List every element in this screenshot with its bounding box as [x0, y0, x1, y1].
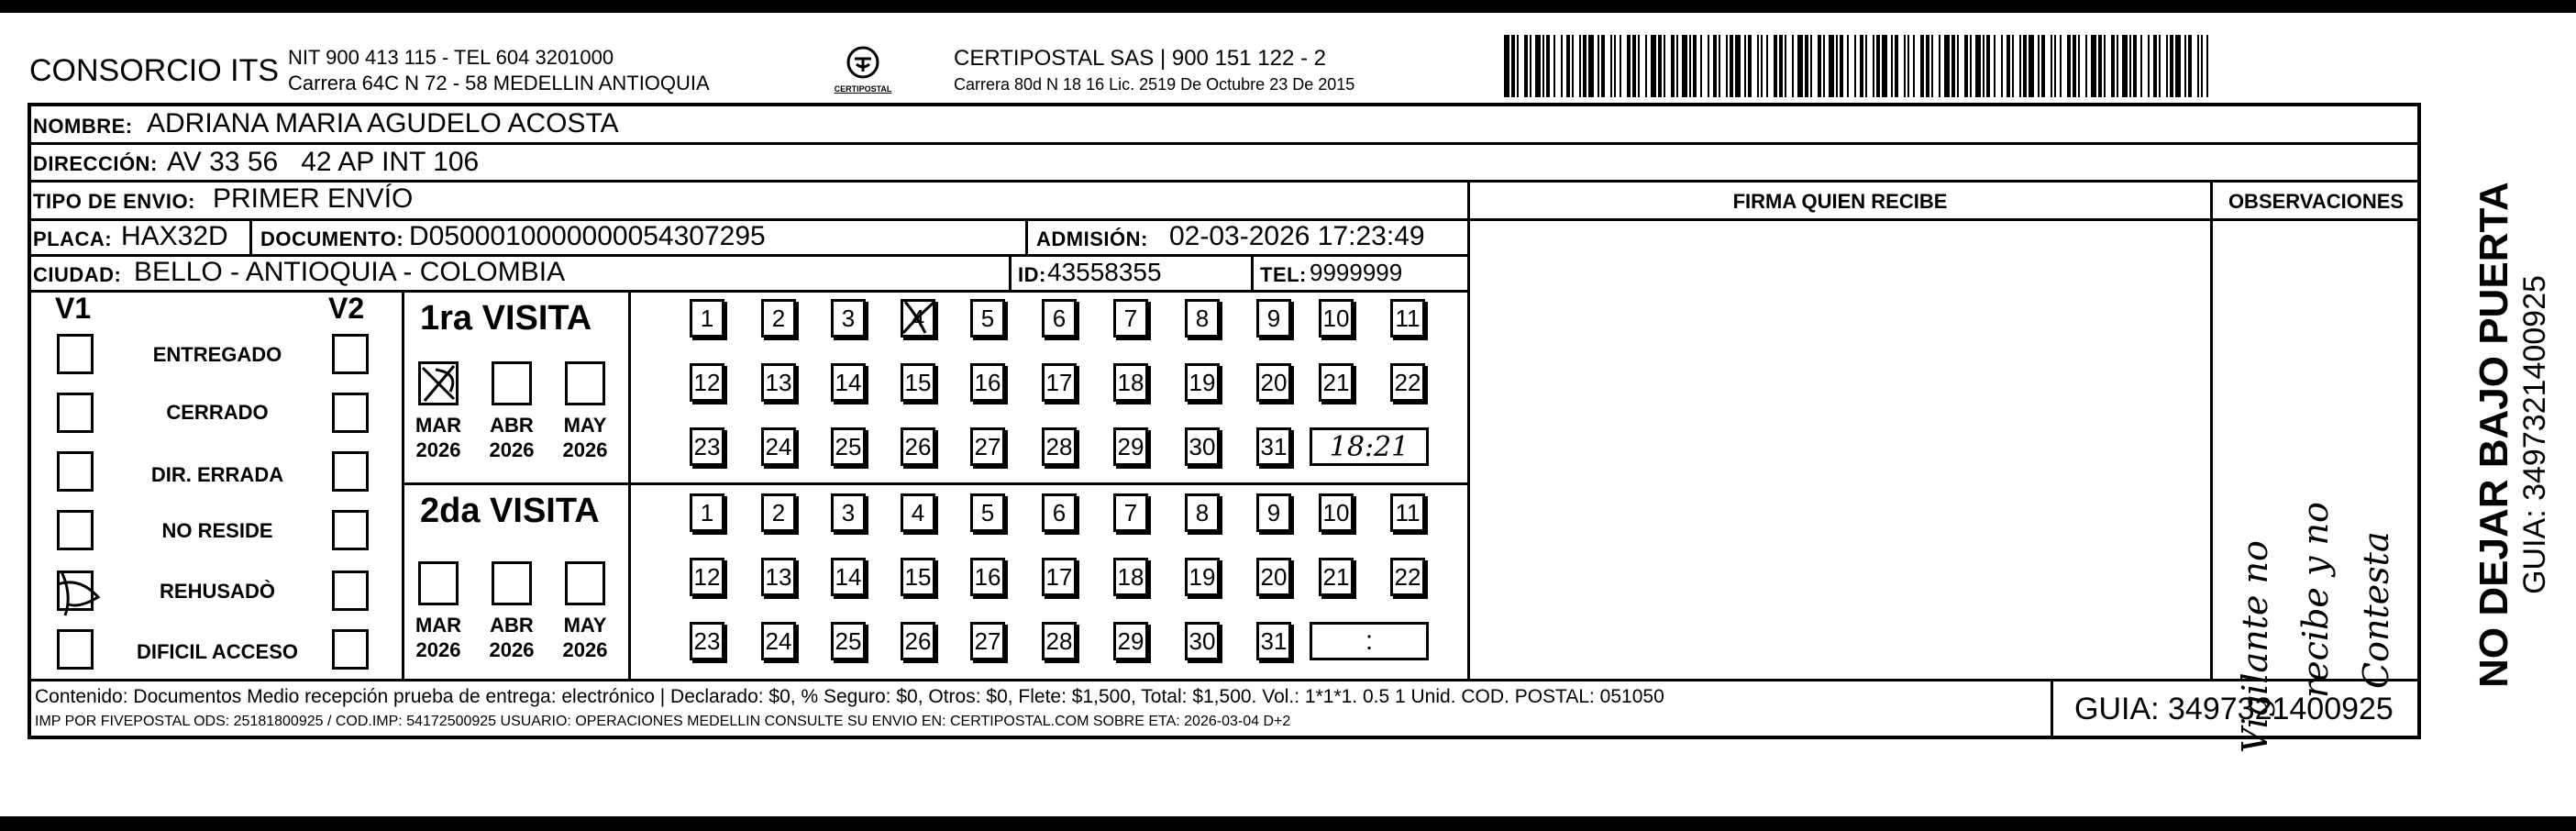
first-visit-day-21[interactable]: [1319, 363, 1354, 402]
footer-guia: GUIA: 3497321400925: [2074, 692, 2394, 726]
v1-checkbox-cerrado[interactable]: [57, 393, 94, 433]
first-visit-day-29[interactable]: [1113, 427, 1148, 466]
second-visit-day-19[interactable]: [1185, 558, 1220, 596]
first-visit-day-20[interactable]: [1256, 363, 1291, 402]
first-visit-day-10[interactable]: [1319, 299, 1354, 338]
side-rotated-block: [2472, 160, 2553, 710]
direccion-label: DIRECCIÓN:: [33, 152, 158, 175]
v2-checkbox-no-reside[interactable]: [332, 510, 369, 550]
day-number: 24: [765, 432, 792, 460]
day-number: 23: [693, 432, 721, 460]
observaciones-note: [2225, 294, 2406, 753]
day-number: 22: [1394, 562, 1421, 591]
row-divider: [28, 142, 2421, 145]
day-number: 14: [835, 562, 862, 591]
second-visit-day-26[interactable]: [901, 622, 935, 660]
day-number: 31: [1260, 626, 1288, 655]
placa-value: HAX32D: [121, 221, 228, 251]
second-visit-month-mar[interactable]: [418, 561, 459, 605]
first-visit-day-25[interactable]: [831, 427, 866, 466]
top-scan-edge: [0, 0, 2576, 13]
row-divider: [28, 180, 2421, 183]
corner-mark: [2494, 9, 2576, 12]
day-number: 27: [974, 626, 1001, 655]
first-visit-day-3[interactable]: [831, 299, 866, 338]
day-number: 9: [1266, 304, 1281, 332]
day-number: 4: [911, 304, 925, 332]
first-visit-month-may[interactable]: [565, 361, 605, 405]
first-visit-day-15[interactable]: [901, 363, 935, 402]
col-divider-firma: [1467, 180, 1470, 681]
first-visit-day-11[interactable]: [1390, 299, 1425, 338]
second-visit-day-28[interactable]: [1042, 622, 1077, 660]
second-visit-month-abr[interactable]: [492, 561, 532, 605]
day-number: 15: [904, 368, 932, 396]
v1-checkbox-rehusado[interactable]: [57, 571, 94, 611]
first-visit-day-14[interactable]: [831, 363, 866, 402]
day-number: 21: [1322, 562, 1350, 591]
status-no-reside: NO RESIDE: [161, 519, 273, 542]
bottom-scan-edge: [0, 816, 2576, 831]
day-number: 14: [835, 368, 862, 396]
day-number: 23: [693, 626, 721, 655]
tel-label: TEL:: [1260, 263, 1307, 286]
second-visit-day-27[interactable]: [970, 622, 1005, 660]
day-number: 6: [1052, 304, 1067, 332]
handwritten-check-mark-icon: [52, 568, 107, 623]
day-number: 31: [1260, 432, 1288, 460]
first-visit-time-box[interactable]: [1310, 427, 1429, 466]
day-number: 3: [841, 498, 856, 526]
admision-divider: [1025, 218, 1028, 255]
first-visit-day-28[interactable]: [1042, 427, 1077, 466]
status-entregado: ENTREGADO: [152, 343, 282, 366]
status-dificil-acceso: DIFICIL ACCESO: [136, 640, 298, 663]
barcode: [1504, 35, 2219, 97]
first-visit-day-12[interactable]: [690, 363, 724, 402]
day-number: 10: [1322, 498, 1350, 526]
day-number: 21: [1322, 368, 1350, 396]
month-label-abr: ABR 2026: [489, 614, 535, 661]
second-visit-time: :: [1365, 626, 1374, 656]
firma-header: FIRMA QUIEN RECIBE: [1732, 190, 1948, 213]
second-visit-day-14[interactable]: [831, 558, 866, 596]
day-number: 28: [1045, 626, 1073, 655]
first-visit-day-4[interactable]: [901, 299, 935, 338]
v1-checkbox-no-reside[interactable]: [57, 510, 94, 550]
placa-label: PLACA:: [33, 227, 113, 250]
carrier-license: Carrera 80d N 18 16 Lic. 2519 De Octubre 23 De 2015: [954, 75, 1355, 94]
month-label-may: MAY 2026: [562, 414, 608, 461]
day-number: 20: [1260, 562, 1288, 591]
first-visit-day-24[interactable]: [761, 427, 796, 466]
day-number: 6: [1052, 498, 1067, 526]
day-number: 18: [1117, 562, 1144, 591]
no-dejar-warning: NO DEJAR BAJO PUERTA: [2471, 182, 2516, 688]
admision-label: ADMISIÓN:: [1036, 227, 1148, 250]
v2-header: V2: [328, 292, 365, 325]
day-number: 7: [1123, 304, 1138, 332]
observaciones-header: OBSERVACIONES: [2228, 190, 2405, 213]
documento-label: DOCUMENTO:: [260, 227, 404, 250]
day-number: 13: [765, 562, 792, 591]
day-number: 20: [1260, 368, 1288, 396]
status-dir-errada: DIR. ERRADA: [150, 463, 284, 486]
day-number: 24: [765, 626, 792, 655]
second-visit-day-8[interactable]: [1185, 493, 1220, 532]
v2-checkbox-dificil-acceso[interactable]: [332, 629, 369, 670]
day-number: 26: [904, 626, 932, 655]
first-visit-day-1[interactable]: [690, 299, 724, 338]
first-visit-title: 1ra VISITA: [420, 299, 592, 338]
v2-checkbox-entregado[interactable]: [332, 334, 369, 374]
observaciones-line: recibe y no: [2295, 502, 2336, 698]
documento-value: D0500010000000054307295: [409, 221, 766, 251]
certipostal-logo: CERTIPOSTAL: [831, 42, 895, 103]
handwritten-x-mark-icon: [898, 296, 942, 340]
day-number: 19: [1188, 562, 1216, 591]
v1-header: V1: [55, 292, 92, 325]
carrier-name: CERTIPOSTAL SAS | 900 151 122 - 2: [954, 46, 1326, 71]
day-number: 13: [765, 368, 792, 396]
day-number: 10: [1322, 304, 1350, 332]
day-number: 1: [700, 498, 714, 526]
day-number: 16: [974, 562, 1001, 591]
status-visit-divider: [402, 290, 404, 681]
month-label-mar: MAR 2026: [415, 614, 462, 661]
day-number: 12: [693, 562, 721, 591]
first-visit-month-mar[interactable]: [418, 361, 459, 405]
first-visit-day-17[interactable]: [1042, 363, 1077, 402]
second-visit-day-21[interactable]: [1319, 558, 1354, 596]
month-label-mar: MAR 2026: [415, 414, 462, 461]
day-number: 29: [1117, 432, 1144, 460]
second-visit-title: 2da VISITA: [420, 492, 600, 530]
day-number: 4: [911, 498, 925, 526]
day-number: 30: [1188, 626, 1216, 655]
tel-divider: [1251, 254, 1254, 291]
day-number: 11: [1395, 498, 1421, 526]
first-visit-day-23[interactable]: [690, 427, 724, 466]
day-number: 27: [974, 432, 1001, 460]
second-visit-day-30[interactable]: [1185, 622, 1220, 660]
first-visit-day-19[interactable]: [1185, 363, 1220, 402]
day-number: 8: [1195, 304, 1210, 332]
second-visit-day-25[interactable]: [831, 622, 866, 660]
second-visit-day-29[interactable]: [1113, 622, 1148, 660]
v2-checkbox-rehusado[interactable]: [332, 571, 369, 611]
month-label-abr: ABR 2026: [489, 414, 535, 461]
day-number: 11: [1395, 304, 1421, 332]
day-number: 3: [841, 304, 856, 332]
second-visit-day-20[interactable]: [1256, 558, 1291, 596]
first-visit-day-2[interactable]: [761, 299, 796, 338]
second-visit-day-11[interactable]: [1390, 493, 1425, 532]
direccion-value: AV 33 56 42 AP INT 106: [167, 147, 480, 177]
second-visit-day-18[interactable]: [1113, 558, 1148, 596]
second-visit-day-17[interactable]: [1042, 558, 1077, 596]
first-visit-day-6[interactable]: [1042, 299, 1077, 338]
day-number: 9: [1266, 498, 1281, 526]
first-visit-day-9[interactable]: [1256, 299, 1291, 338]
footer-divider: [28, 679, 2421, 681]
first-visit-day-16[interactable]: [970, 363, 1005, 402]
nombre-label: NOMBRE:: [33, 115, 133, 138]
second-visit-day-3[interactable]: [831, 493, 866, 532]
day-number: 26: [904, 432, 932, 460]
observaciones-line: Contesta: [2356, 531, 2396, 689]
day-number: 5: [980, 498, 995, 526]
day-number: 22: [1394, 368, 1421, 396]
observaciones-line: Vigilante no: [2235, 540, 2275, 753]
day-number: 15: [904, 562, 932, 591]
company-name: CONSORCIO ITS: [29, 53, 280, 88]
day-number: 16: [974, 368, 1001, 396]
first-visit-day-22[interactable]: [1390, 363, 1425, 402]
ciudad-value: BELLO - ANTIOQUIA - COLOMBIA: [134, 257, 566, 287]
day-number: 25: [835, 432, 862, 460]
second-visit-day-31[interactable]: [1256, 622, 1291, 660]
first-visit-day-5[interactable]: [970, 299, 1005, 338]
second-visit-day-22[interactable]: [1390, 558, 1425, 596]
placa-divider: [249, 218, 252, 255]
day-number: 18: [1117, 368, 1144, 396]
company-nit: NIT 900 413 115 - TEL 604 3201000: [288, 46, 614, 69]
second-visit-month-may[interactable]: [565, 561, 605, 605]
footer-guia-divider: [2051, 679, 2053, 739]
second-visit-day-2[interactable]: [761, 493, 796, 532]
first-visit-day-7[interactable]: [1113, 299, 1148, 338]
ciudad-label: CIUDAD:: [33, 263, 122, 286]
side-divider: [2417, 103, 2420, 143]
day-number: 2: [771, 498, 786, 526]
day-number: 7: [1123, 498, 1138, 526]
tipo-envio-label: TIPO DE ENVIO:: [33, 190, 195, 213]
second-visit-time-box[interactable]: [1310, 622, 1429, 660]
v1-checkbox-dificil-acceso[interactable]: [57, 629, 94, 670]
first-visit-time: 18:21: [1329, 430, 1410, 463]
company-address: Carrera 64C N 72 - 58 MEDELLIN ANTIOQUIA: [288, 72, 710, 94]
day-number: 8: [1195, 498, 1210, 526]
handwritten-x-mark-icon: [417, 360, 463, 406]
second-visit-day-16[interactable]: [970, 558, 1005, 596]
id-divider: [1009, 254, 1012, 291]
first-visit-day-8[interactable]: [1185, 299, 1220, 338]
second-visit-day-24[interactable]: [761, 622, 796, 660]
v2-checkbox-cerrado[interactable]: [332, 393, 369, 433]
id-label: ID:: [1018, 263, 1046, 286]
v2-checkbox-dir-errada[interactable]: [332, 451, 369, 492]
footer-contenido: Contenido: Documentos Medio recepción prueba de entrega: electrónico | Declarado: $0, % Seguro: $0, Otros: $0, Flete: $1,500, Total: $1,500. Vol.: 1*1*1. 0.5 1 Unid. COD. POSTAL: 051050: [35, 686, 1664, 707]
first-visit-day-31[interactable]: [1256, 427, 1291, 466]
v1-checkbox-dir-errada[interactable]: [57, 451, 94, 492]
day-number: 12: [693, 368, 721, 396]
id-value: 43558355: [1047, 258, 1162, 286]
second-visit-day-6[interactable]: [1042, 493, 1077, 532]
status-rehusado: REHUSADÒ: [160, 580, 275, 603]
month-label-may: MAY 2026: [562, 614, 608, 661]
first-visit-month-abr[interactable]: [492, 361, 532, 405]
day-number: 19: [1188, 368, 1216, 396]
second-visit-day-5[interactable]: [970, 493, 1005, 532]
admision-value: 02-03-2026 17:23:49: [1169, 221, 1425, 251]
second-visit-day-12[interactable]: [690, 558, 724, 596]
month-day-divider: [628, 290, 631, 681]
first-visit-day-30[interactable]: [1185, 427, 1220, 466]
second-visit-day-1[interactable]: [690, 493, 724, 532]
footer-imp: IMP POR FIVEPOSTAL ODS: 25181800925 / COD.IMP: 54172500925 USUARIO: OPERACIONES MEDELLIN CONSULTE SU ENVIO EN: CERTIPOSTAL.COM SOBRE ETA: 2026-03-04 D+2: [35, 714, 1291, 729]
v1-checkbox-entregado[interactable]: [57, 334, 94, 374]
day-number: 5: [980, 304, 995, 332]
day-number: 17: [1045, 368, 1073, 396]
day-number: 2: [771, 304, 786, 332]
first-visit-day-18[interactable]: [1113, 363, 1148, 402]
day-number: 29: [1117, 626, 1144, 655]
signature-area[interactable]: [1471, 220, 2208, 677]
tel-value: 9999999: [1310, 259, 1403, 286]
first-visit-day-13[interactable]: [761, 363, 796, 402]
nombre-value: ADRIANA MARIA AGUDELO ACOSTA: [147, 108, 619, 138]
first-visit-day-26[interactable]: [901, 427, 935, 466]
tipo-envio-value: PRIMER ENVÍO: [213, 183, 414, 214]
second-visit-day-15[interactable]: [901, 558, 935, 596]
second-visit-day-10[interactable]: [1319, 493, 1354, 532]
second-visit-day-9[interactable]: [1256, 493, 1291, 532]
first-visit-day-27[interactable]: [970, 427, 1005, 466]
day-number: 30: [1188, 432, 1216, 460]
status-cerrado: CERRADO: [166, 401, 269, 424]
day-number: 17: [1045, 562, 1073, 591]
second-visit-day-23[interactable]: [690, 622, 724, 660]
second-visit-day-4[interactable]: [901, 493, 935, 532]
day-number: 25: [835, 626, 862, 655]
second-visit-day-7[interactable]: [1113, 493, 1148, 532]
day-number: 28: [1045, 432, 1073, 460]
second-visit-day-13[interactable]: [761, 558, 796, 596]
visit-divider: [402, 482, 1469, 485]
side-guia: GUIA: 3497321400925: [2517, 275, 2552, 594]
day-number: 1: [700, 304, 714, 332]
